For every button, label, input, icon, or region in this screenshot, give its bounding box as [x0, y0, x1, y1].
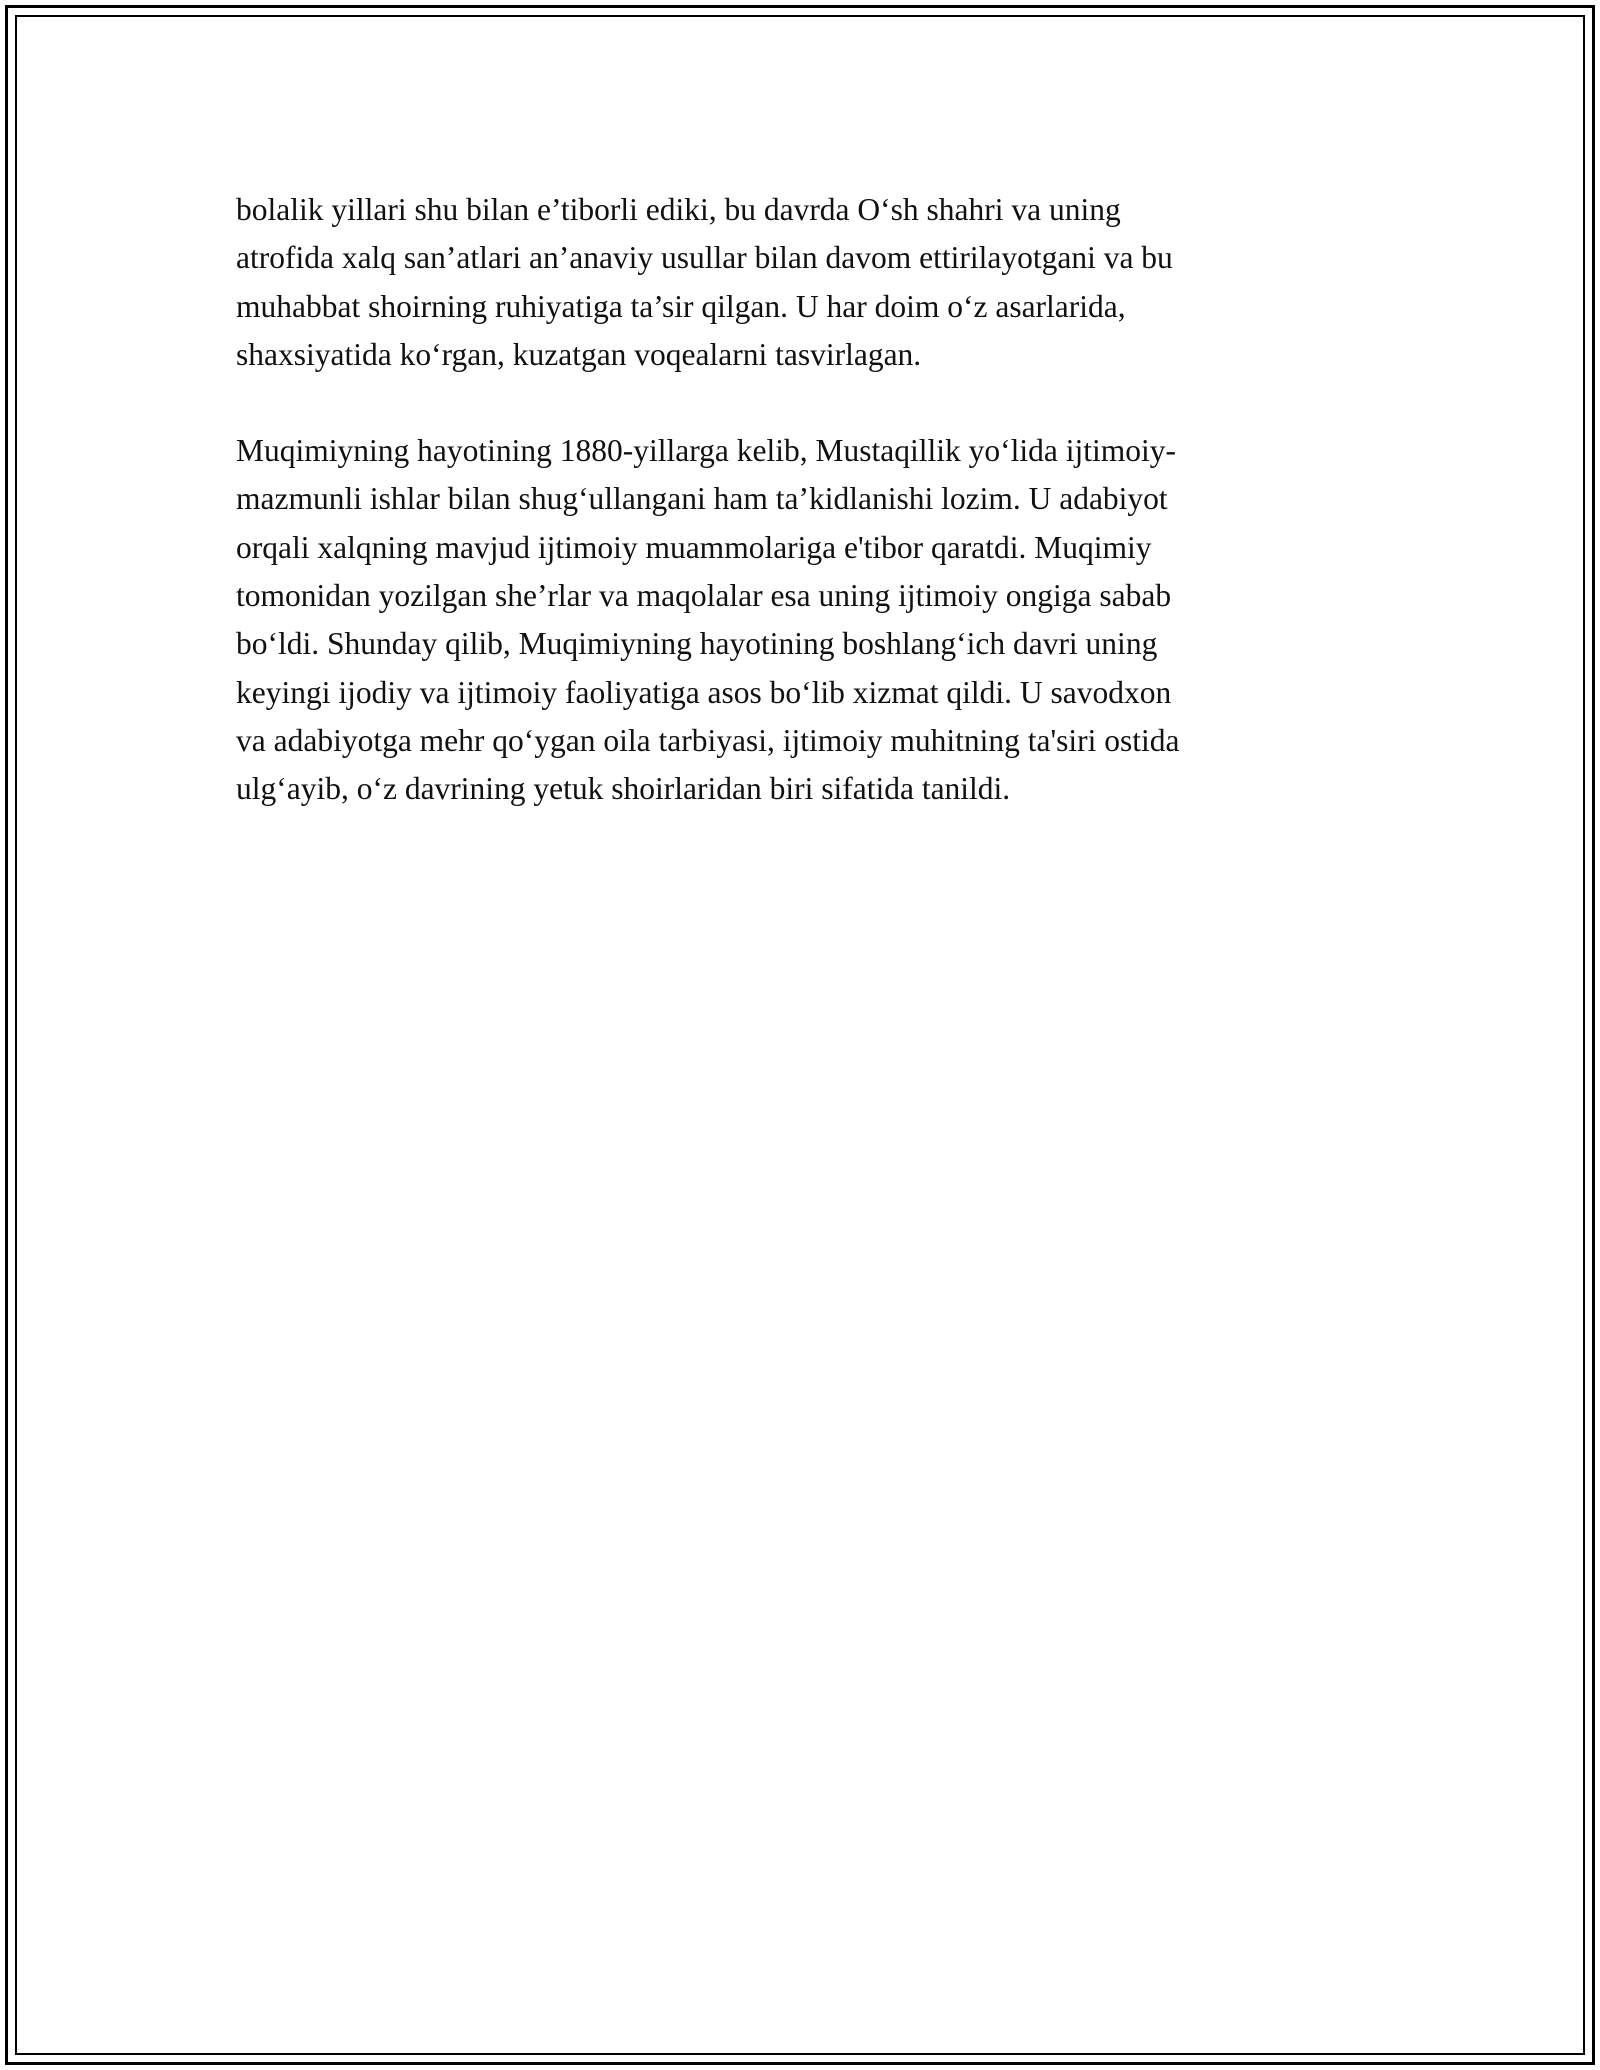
- text-line: mazmunli ishlar bilan shug‘ullangani ham ta’kidlanishi lozim. U adabiyot: [236, 481, 1168, 517]
- text-line: muhabbat shoirning ruhiyatiga ta’sir qilgan. U har doim o‘z asarlarida,: [236, 288, 1126, 324]
- text-line: bo‘ldi. Shunday qilib, Muqimiyning hayotining boshlang‘ich davri uning: [236, 626, 1158, 662]
- text-line: tomonidan yozilgan she’rlar va maqolalar esa uning ijtimoiy ongiga sabab: [236, 578, 1172, 614]
- text-line: orqali xalqning mavjud ijtimoiy muammolariga e'tibor qaratdi. Muqimiy: [236, 529, 1152, 565]
- text-line: bolalik yillari shu bilan e’tiborli ediki, bu davrda O‘sh shahri va uning: [236, 192, 1121, 227]
- paragraph-1: [236, 186, 1376, 379]
- paragraph-2: [236, 427, 1376, 813]
- text-line: atrofida xalq san’atlari an’anaviy usullar bilan davom ettirilayotgani va bu: [236, 240, 1173, 276]
- text-line: keyingi ijodiy va ijtimoiy faoliyatiga asos bo‘lib xizmat qildi. U savodxon: [236, 674, 1172, 710]
- text-line: ulg‘ayib, o‘z davrining yetuk shoirlaridan biri sifatida tanildi.: [236, 771, 1011, 807]
- page-body: [236, 186, 1376, 814]
- text-line: va adabiyotga mehr qo‘ygan oila tarbiyasi, ijtimoiy muhitning ta'siri ostida: [236, 722, 1180, 758]
- text-line: Muqimiyning hayotining 1880-yillarga kelib, Mustaqillik yo‘lida ijtimoiy-: [236, 433, 1176, 469]
- text-line: shaxsiyatida ko‘rgan, kuzatgan voqealarni tasvirlagan.: [236, 336, 922, 372]
